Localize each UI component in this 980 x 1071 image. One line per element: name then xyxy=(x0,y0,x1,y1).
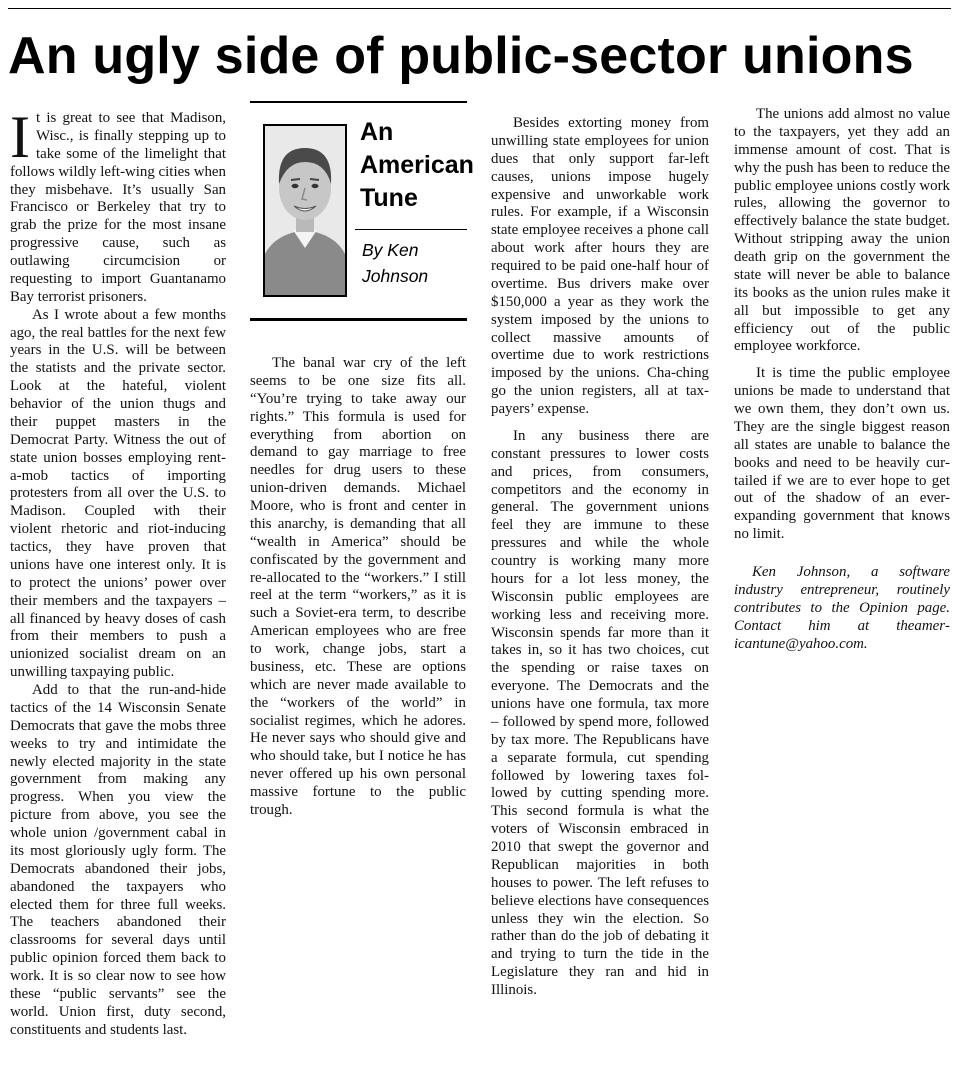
article-paragraph: In any business there are constant pressures to lower costs and prices, from consumers, competitors and the economy in general. The government unions feel they are immune to these pressures and while the whole country is working many more hours for a lot less money, the Wisconsin public employees are working less and receiving more. Wisconsin spends far more than it takes in, so it has two choices, cut the spending or raise taxes on everyone. The Democrats and the unions have one formula, tax more – followed by spend more, followed by tax more. The Republicans have a separate formula, cut spending followed by lowering taxes followed by cutting spending more. This second formula is what the voters of Wisconsin embraced in 2010 that swept the governor and Republican majorities in both houses to power. The left refuses to believe elections have consequences unless they win the election. So rather than do the job of debating it and trying to turn the tide in the Legislature they ran and hid in Illinois. xyxy=(491,427,709,998)
article-paragraph: Besides extorting money from unwilling state employees for union dues that only support far-left causes, unions impose hugely expensive and unworkable work rules. For example, if a Wisconsin state employee receives a phone call about work after hours they are required to be paid one-half hour of overtime. Bus drivers make over $150,000 a year as they work the system imposed by the unions to collect massive amounts of overtime due to work restrictions imposed by the unions. Cha-ching go the union registers, all at taxpayers’ expense. xyxy=(491,115,709,417)
column-box-top-rule xyxy=(250,101,467,103)
article-paragraph: Add to that the run-and-hide tactics of the 14 Wisconsin Senate Democrats that gave the mobs three weeks to try and intimidate the newly elected majority in the state government from making any progress. When you view the picture from above, you see the whole union /government cabal in its most gloriously ugly form. The Democrats abandoned their jobs, abandoned the taxpayers who elected them for three full weeks. The teachers abandoned their classrooms for several days until public opinion forced them back to work. It is so clear now to see how these “public servants” see the world. Union first, duty second, constituents and students last. xyxy=(10,682,226,1038)
byline-line: Johnson xyxy=(362,266,429,286)
author-bio: Ken Johnson, a software industry entrepreneur, routinely contributes to the Opinion page. Contact him at theamericantune@yahoo.com. xyxy=(734,564,950,652)
article-column-3 xyxy=(491,106,709,1000)
column-title xyxy=(360,116,474,215)
headline: An ugly side of public-sector unions xyxy=(8,27,914,85)
paragraph-text: t is great to see that Madison, Wisc., is finally stepping up to take some of the limelight that follows wildly left-wing cities when they misbehave. It’s usually San Francisco or Berkeley that try to grab the prize for the most insane progressive cause, such as outlawing circumcision or requesting to import Guantanamo Bay terrorist prisoners. xyxy=(10,110,226,305)
column-title-line: An xyxy=(360,118,394,146)
byline-line: By Ken xyxy=(362,240,419,260)
article-paragraph xyxy=(10,104,226,307)
column-title-line: Tune xyxy=(360,184,418,212)
drop-cap: I xyxy=(10,104,30,170)
author-photo xyxy=(263,124,347,297)
author-portrait-icon xyxy=(265,126,345,295)
column-title-line: American xyxy=(360,151,474,179)
article-paragraph: It is time the public employee unions be made to understand that we own them, they don’t own us. They are the single biggest reason all states are unable to balance the books and need to be heavily curtailed if we are to ever hope to get out of the shadow of an ever-expanding government that knows no limit. xyxy=(734,365,950,543)
article-column-4 xyxy=(734,106,950,653)
article-paragraph: As I wrote about a few months ago, the real battles for the next few years in the U.S. will be between the statists and the private sector. Look at the hateful, violent behavior of the union thugs and their puppet masters in the Democrat Party. Witness the out of state union bosses employing rent-a-mob tactics of importing protesters from all over the U.S. to Madison. Coupled with their violent rhetoric and riot-inducing tactics, they have proven that unions have one interest only. It is to protect the unions’ power over their members and the taxpayers – all financed by heavy doses of cash from their members to push a unionized socialist dream on an unwilling taxpaying public. xyxy=(10,306,226,681)
byline xyxy=(362,237,470,289)
top-rule xyxy=(8,8,951,9)
article-column-2 xyxy=(250,346,466,820)
column-box-bottom-rule xyxy=(250,318,467,321)
column-box-divider xyxy=(355,229,467,230)
article-column-1 xyxy=(10,104,226,1040)
article-paragraph: The unions add almost no value to the taxpayers, yet they add an immense amount of cost. That is why the push has been to reduce the public employee unions costly work rules, allowing the governor to effectively balance the state budget. Without stripping away the union death grip on the government the state will never be able to balance its books as the union rules make it all but impossible to get any efficiency out of the public employee workforce. xyxy=(734,106,950,355)
article-paragraph: The banal war cry of the left seems to be one size fits all. “You’re trying to take away our rights.” This formula is used for everything from abortion on demand to gay marriage to free needles for drug users to these union-driven demands. Michael Moore, who is front and center in this anarchy, is demanding that all “wealth in America” should be confiscated by the government and re-allocated to the “workers.” I still reel at the term “workers,” as it is such a Soviet-era term, to describe American employees who are free to work, change jobs, start a business, etc. These are options which are never made available to the “workers of the world” in socialist regimes, which he adores. He never says who should give and who should take, but I notice he has never offered up his own personal massive fortune to the public trough. xyxy=(250,355,466,818)
